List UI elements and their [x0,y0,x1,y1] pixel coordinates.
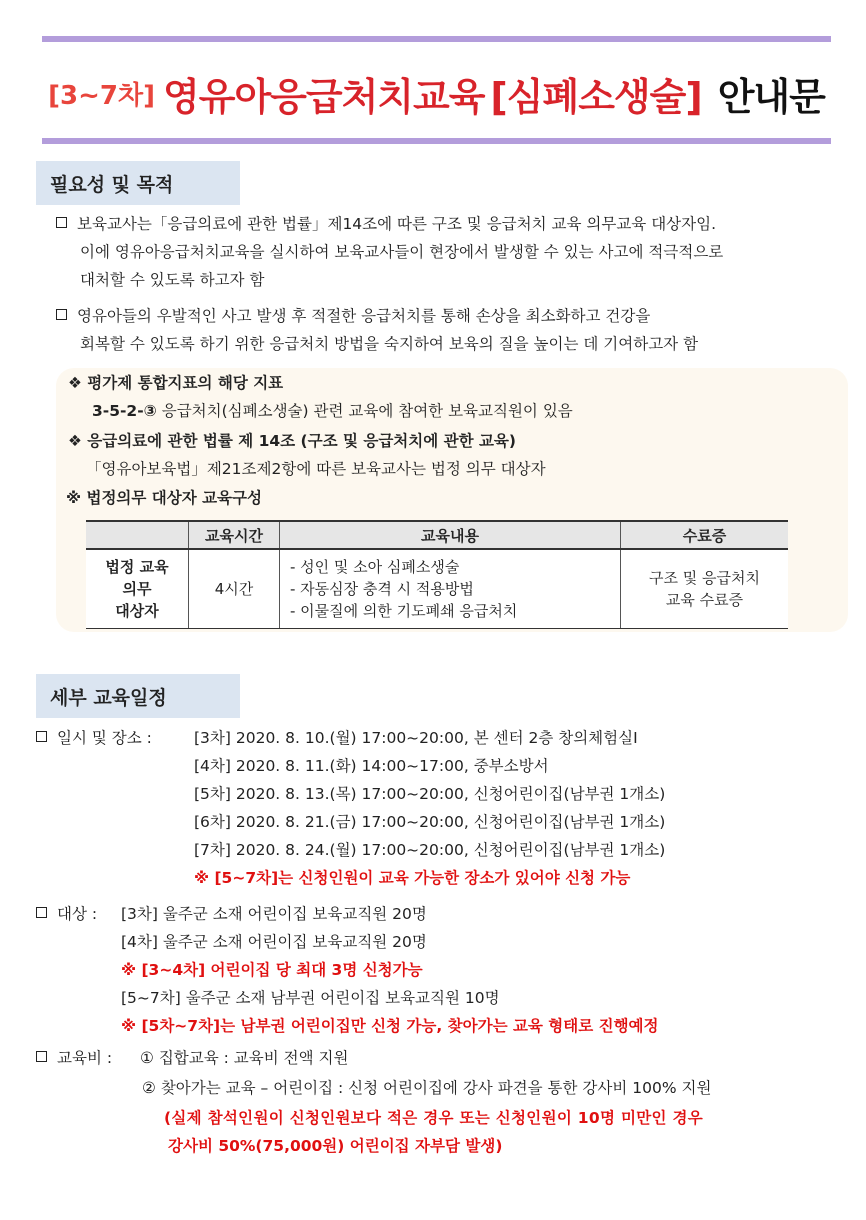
box-item2-text: 「영유아보육법」제21조제2항에 따른 보육교사는 법정 의무 대상자 [86,460,546,478]
title-end: 안내문 [717,74,825,119]
target-label: 대상 : [36,900,97,928]
fee-label: 교육비 : [36,1044,112,1072]
section-heading-schedule: 세부 교육일정 [36,674,240,718]
bullet-2: 영유아들의 우발적인 사고 발생 후 적절한 응급처치를 통해 손상을 최소화하고 건강을 회복할 수 있도록 하기 위한 응급처치 방법을 숙지하여 보육의 질을 높이는 데 기여하고자 함 [56,302,846,358]
table-header-content: 교육내용 [280,521,621,549]
row-time: 4시간 [189,549,280,629]
bottom-divider [42,138,831,144]
table-header-cert: 수료증 [621,521,789,549]
box-note: ※ 법정의무 대상자 교육구성 [66,489,262,507]
box-item1-title: ❖ 평가제 통합지표의 해당 지표 [68,374,284,392]
target-list: [3차] 울주군 소재 어린이집 보육교직원 20명 [4차] 울주군 소재 어린이집 보육교직원 20명 ※ [3~4차] 어린이집 당 최대 3명 신청가능 [5~7차] 울주군 소재 남부권 어린이집 보육교직원 10명 ※ [5차~7차]는 남부권 어린이집만 신청 가능, 찾아가는 교육 형태로 진행예정 [121,900,659,1040]
table-row [86,549,788,629]
square-bullet-icon [36,731,47,742]
target-note-2: ※ [5차~7차]는 남부권 어린이집만 신청 가능, 찾아가는 교육 형태로 진행예정 [121,1017,659,1035]
title-main: 영유아응급처치교육 [163,74,485,119]
row-cert: 구조 및 응급처치 교육 수료증 [621,549,789,629]
top-divider [42,36,831,42]
row-label: 법정 교육 의무 대상자 [86,549,189,629]
schedule-item: [4차] 2020. 8. 11.(화) 14:00~17:00, 중부소방서 [194,757,549,775]
schedule-item: [5차] 2020. 8. 13.(목) 17:00~20:00, 신청어린이집(남부권 1개소) [194,785,666,803]
fee-note-1: (실제 참석인원이 신청인원보다 적은 경우 또는 신청인원이 10명 미만인 경우 [164,1109,704,1127]
bullet-1: 보육교사는「응급의료에 관한 법률」제14조에 따른 구조 및 응급처치 교육 의무교육 대상자임. 이에 영유아응급처치교육을 실시하여 보육교사들이 현장에서 발생할 수 있는 사고에 적극적으로 대처할 수 있도록 하고자 함 [56,210,846,294]
square-bullet-icon [36,1051,47,1062]
square-bullet-icon [56,217,67,228]
page-title [42,58,831,128]
fee-note-2: 강사비 50%(75,000원) 어린이집 자부담 발생) [168,1137,503,1155]
box-item1-line: 3-5-2-③ 응급처치(심폐소생술) 관련 교육에 참여한 보육교직원이 있음 [92,402,573,420]
fee-1: ① 집합교육 : 교육비 전액 지원 [140,1049,349,1067]
target-note-1: ※ [3~4차] 어린이집 당 최대 3명 신청가능 [121,961,423,979]
title-prefix: [3~7차] [48,80,156,111]
schedule-list [194,724,665,892]
table-header-time: 교육시간 [189,521,280,549]
title-sub: [심폐소생술] [490,74,702,119]
schedule-item: [6차] 2020. 8. 21.(금) 17:00~20:00, 신청어린이집(남부권 1개소) [194,813,666,831]
square-bullet-icon [36,907,47,918]
schedule-note: ※ [5~7차]는 신청인원이 교육 가능한 장소가 있어야 신청 가능 [194,869,631,887]
table-header-blank [86,521,189,549]
fee-2: ② 찾아가는 교육 – 어린이집 : 신청 어린이집에 강사 파견을 통한 강사비 100% 지원 [142,1079,712,1097]
schedule-item: [7차] 2020. 8. 24.(월) 17:00~20:00, 신청어린이집(남부권 1개소) [194,841,666,859]
education-table [86,520,788,629]
square-bullet-icon [56,309,67,320]
schedule-item: [3차] 2020. 8. 10.(월) 17:00~20:00, 본 센터 2층 창의체험실Ⅰ [194,729,638,747]
schedule-label: 일시 및 장소 : [36,724,152,752]
row-contents: - 성인 및 소아 심폐소생술 - 자동심장 충격 시 적용방법 - 이물질에 의한 기도폐쇄 응급처치 [280,549,621,629]
section-heading-purpose: 필요성 및 목적 [36,161,240,205]
box-item2-title: ❖ 응급의료에 관한 법률 제 14조 (구조 및 응급처치에 관한 교육) [68,432,516,450]
